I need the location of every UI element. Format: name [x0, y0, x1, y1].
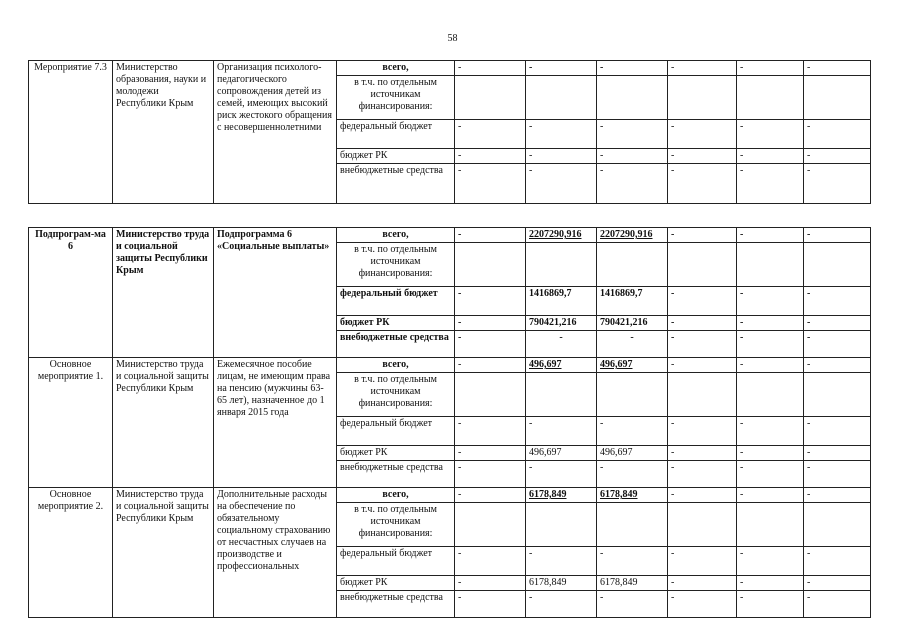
value-cell: -: [804, 316, 871, 331]
funding-source-cell: всего,: [337, 61, 455, 76]
value-cell: [737, 503, 804, 547]
value-cell: 1416869,7: [526, 287, 597, 316]
table-row: [29, 61, 871, 76]
value-cell: 6178,849: [597, 576, 668, 591]
value-cell: -: [597, 61, 668, 76]
value-cell: -: [804, 358, 871, 373]
value-cell: 2207290,916: [597, 228, 668, 243]
value-cell: -: [668, 316, 737, 331]
value-cell: -: [597, 417, 668, 446]
funding-source-cell: всего,: [337, 488, 455, 503]
value-cell: -: [526, 120, 597, 149]
value-cell: -: [737, 164, 804, 204]
value-cell: -: [737, 287, 804, 316]
value-cell: [597, 243, 668, 287]
value-cell: [668, 243, 737, 287]
value-cell: -: [668, 547, 737, 576]
value-cell: 790421,216: [526, 316, 597, 331]
value-cell: -: [597, 547, 668, 576]
value-cell: [455, 243, 526, 287]
funding-source-cell: в т.ч. по отдельным источникам финансирования:: [337, 503, 455, 547]
value-cell: [597, 76, 668, 120]
funding-source-cell: внебюджетные средства: [337, 331, 455, 358]
funding-source-cell: внебюджетные средства: [337, 164, 455, 204]
activity-cell: Мероприятие 7.3: [29, 61, 113, 204]
value-cell: 496,697: [597, 446, 668, 461]
funding-source-cell: бюджет РК: [337, 576, 455, 591]
value-cell: -: [455, 61, 526, 76]
activity-cell: Основное мероприятие 1.: [29, 358, 113, 488]
table-body: [29, 228, 871, 618]
value-cell: -: [455, 446, 526, 461]
value-cell: 2207290,916: [526, 228, 597, 243]
value-cell: -: [804, 331, 871, 358]
value-cell: -: [597, 591, 668, 618]
value-cell: [804, 243, 871, 287]
funding-source-cell: федеральный бюджет: [337, 120, 455, 149]
table-row: [29, 228, 871, 243]
value-cell: -: [526, 149, 597, 164]
value-cell: [804, 373, 871, 417]
value-cell: 496,697: [526, 358, 597, 373]
description-cell: Дополнительные расходы на обеспечение по обязательному социальному страхованию от несчастных случаев на производстве и профессиональных: [214, 488, 337, 618]
value-cell: -: [668, 576, 737, 591]
value-cell: -: [737, 446, 804, 461]
value-cell: -: [804, 287, 871, 316]
value-cell: -: [526, 331, 597, 358]
value-cell: -: [737, 331, 804, 358]
value-cell: [668, 503, 737, 547]
value-cell: -: [804, 149, 871, 164]
value-cell: -: [526, 61, 597, 76]
value-cell: -: [668, 287, 737, 316]
value-cell: -: [455, 149, 526, 164]
value-cell: -: [737, 358, 804, 373]
funding-source-cell: бюджет РК: [337, 316, 455, 331]
value-cell: -: [455, 591, 526, 618]
funding-source-cell: внебюджетные средства: [337, 591, 455, 618]
value-cell: [668, 373, 737, 417]
value-cell: -: [455, 228, 526, 243]
value-cell: -: [597, 149, 668, 164]
value-cell: [597, 373, 668, 417]
executor-cell: Министерство труда и социальной защиты Республики Крым: [113, 488, 214, 618]
value-cell: -: [668, 461, 737, 488]
value-cell: [455, 503, 526, 547]
description-cell: Организация психолого-педагогического сопровождения детей из семей, имеющих высокий риск жестокого обращения с несовершеннолетними: [214, 61, 337, 204]
value-cell: -: [455, 417, 526, 446]
value-cell: -: [455, 547, 526, 576]
value-cell: -: [737, 61, 804, 76]
value-cell: [804, 76, 871, 120]
value-cell: [455, 373, 526, 417]
description-cell: Ежемесячное пособие лицам, не имеющим права на пенсию (мужчины 63-65 лет), назначенное до 1 января 2015 года: [214, 358, 337, 488]
value-cell: -: [455, 576, 526, 591]
value-cell: -: [804, 120, 871, 149]
funding-source-cell: федеральный бюджет: [337, 547, 455, 576]
value-cell: -: [737, 576, 804, 591]
value-cell: -: [668, 61, 737, 76]
value-cell: [526, 373, 597, 417]
value-cell: 1416869,7: [597, 287, 668, 316]
value-cell: -: [526, 547, 597, 576]
executor-cell: Министерство образования, науки и молодежи Республики Крым: [113, 61, 214, 204]
value-cell: -: [737, 461, 804, 488]
funding-source-cell: всего,: [337, 358, 455, 373]
value-cell: -: [455, 331, 526, 358]
value-cell: -: [526, 461, 597, 488]
value-cell: -: [737, 547, 804, 576]
value-cell: 496,697: [597, 358, 668, 373]
value-cell: -: [455, 120, 526, 149]
activity-cell: Основное мероприятие 2.: [29, 488, 113, 618]
funding-source-cell: в т.ч. по отдельным источникам финансирования:: [337, 373, 455, 417]
value-cell: -: [737, 417, 804, 446]
value-cell: 496,697: [526, 446, 597, 461]
value-cell: [597, 503, 668, 547]
value-cell: -: [804, 417, 871, 446]
table-body: [29, 61, 871, 204]
executor-cell: Министерство труда и социальной защиты Республики Крым: [113, 228, 214, 358]
funding-table-7-3: [28, 60, 871, 204]
funding-source-cell: федеральный бюджет: [337, 417, 455, 446]
description-cell: Подпрограмма 6 «Социальные выплаты»: [214, 228, 337, 358]
funding-source-cell: федеральный бюджет: [337, 287, 455, 316]
table-row: [29, 488, 871, 503]
value-cell: -: [526, 417, 597, 446]
value-cell: [737, 76, 804, 120]
value-cell: -: [455, 488, 526, 503]
funding-source-cell: бюджет РК: [337, 446, 455, 461]
value-cell: [526, 503, 597, 547]
value-cell: -: [737, 488, 804, 503]
value-cell: 790421,216: [597, 316, 668, 331]
value-cell: -: [597, 164, 668, 204]
value-cell: -: [737, 149, 804, 164]
funding-source-cell: в т.ч. по отдельным источникам финансирования:: [337, 243, 455, 287]
value-cell: -: [455, 358, 526, 373]
value-cell: -: [804, 461, 871, 488]
value-cell: -: [668, 488, 737, 503]
funding-source-cell: внебюджетные средства: [337, 461, 455, 488]
funding-source-cell: в т.ч. по отдельным источникам финансирования:: [337, 76, 455, 120]
value-cell: -: [597, 331, 668, 358]
table-row: [29, 358, 871, 373]
value-cell: -: [455, 287, 526, 316]
value-cell: -: [455, 316, 526, 331]
value-cell: -: [804, 228, 871, 243]
value-cell: -: [668, 417, 737, 446]
activity-cell: Подпрограм-ма 6: [29, 228, 113, 358]
value-cell: -: [737, 120, 804, 149]
value-cell: -: [804, 591, 871, 618]
value-cell: -: [804, 61, 871, 76]
value-cell: [526, 76, 597, 120]
value-cell: -: [668, 358, 737, 373]
value-cell: [668, 76, 737, 120]
value-cell: -: [455, 461, 526, 488]
value-cell: -: [804, 488, 871, 503]
value-cell: -: [455, 164, 526, 204]
value-cell: -: [804, 547, 871, 576]
value-cell: 6178,849: [526, 488, 597, 503]
value-cell: -: [668, 120, 737, 149]
page-number: 58: [447, 33, 458, 44]
value-cell: -: [737, 228, 804, 243]
funding-source-cell: всего,: [337, 228, 455, 243]
value-cell: -: [526, 591, 597, 618]
value-cell: [737, 243, 804, 287]
value-cell: -: [737, 591, 804, 618]
value-cell: 6178,849: [597, 488, 668, 503]
value-cell: -: [526, 164, 597, 204]
value-cell: -: [668, 591, 737, 618]
value-cell: -: [597, 461, 668, 488]
value-cell: -: [668, 228, 737, 243]
value-cell: -: [668, 331, 737, 358]
value-cell: [737, 373, 804, 417]
value-cell: -: [668, 446, 737, 461]
funding-source-cell: бюджет РК: [337, 149, 455, 164]
value-cell: -: [737, 316, 804, 331]
value-cell: [804, 503, 871, 547]
value-cell: -: [804, 576, 871, 591]
value-cell: [526, 243, 597, 287]
value-cell: -: [668, 149, 737, 164]
value-cell: 6178,849: [526, 576, 597, 591]
value-cell: -: [668, 164, 737, 204]
value-cell: [455, 76, 526, 120]
funding-table-subprogram-6: [28, 227, 871, 618]
value-cell: -: [597, 120, 668, 149]
value-cell: -: [804, 446, 871, 461]
value-cell: -: [804, 164, 871, 204]
executor-cell: Министерство труда и социальной защиты Республики Крым: [113, 358, 214, 488]
